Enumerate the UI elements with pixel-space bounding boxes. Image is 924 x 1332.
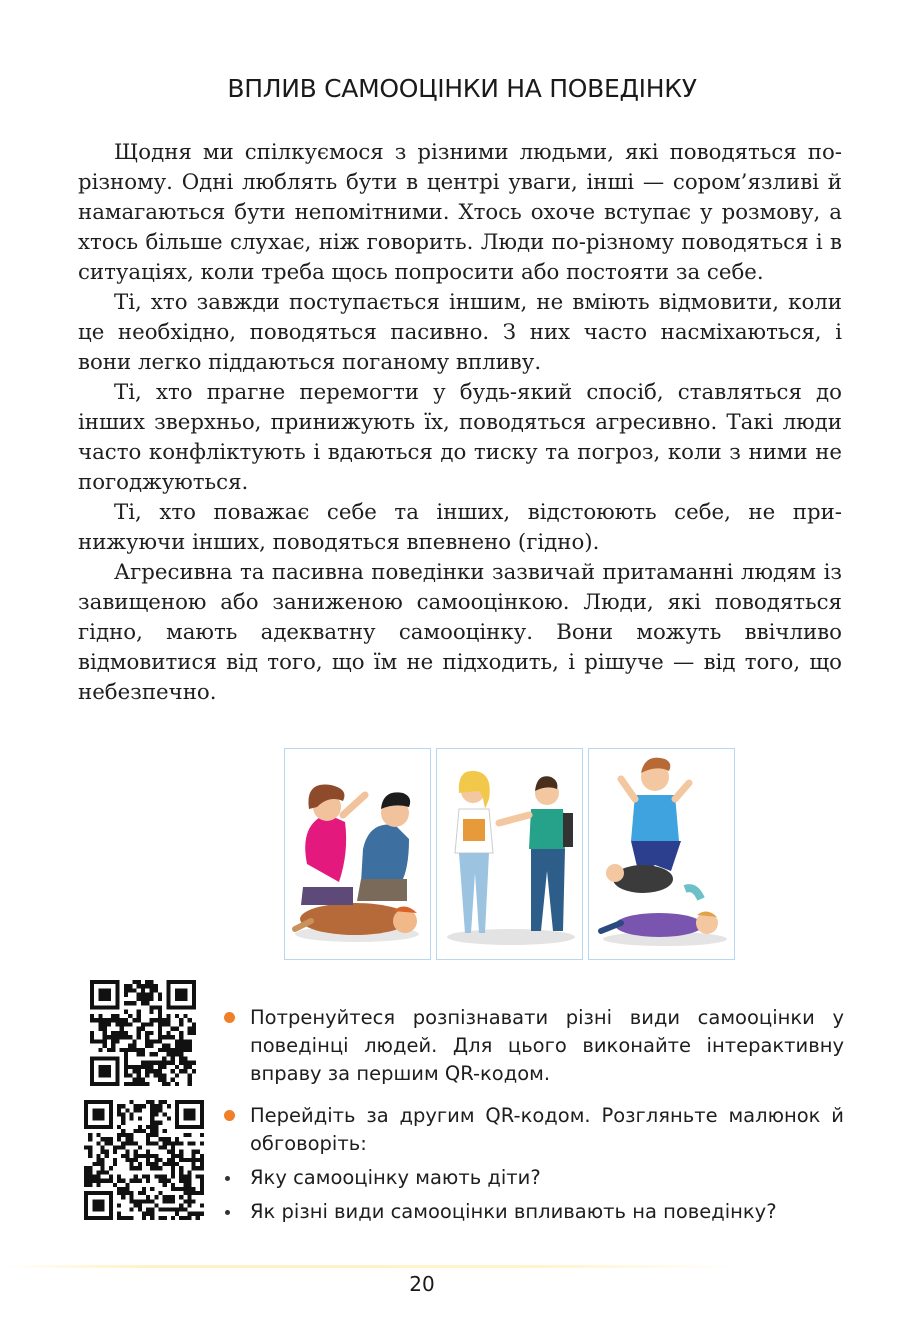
paragraph-5: Агресивна та пасивна поведінки зазвичай притаманні людям із завищеною або заниженою самооцінкою. Люди, які поводяться гідно, мають адекватну самооцінку. Вони можуть ввічливо відмовитися від того, що їм не підходить, і рішуче — від того, що небезпечно. [78, 560, 842, 705]
page-title: ВПЛИВ САМООЦІНКИ НА ПОВЕДІНКУ [227, 74, 697, 103]
illustration-aggressive [284, 748, 431, 960]
qr-code-1-icon[interactable] [90, 980, 196, 1086]
paragraph-3: Ті, хто прагне перемогти у будь-який спосіб, ставляться до інших зверхньо, принижують їх, поводяться агресивно. Такі люди часто конфліктують і вдаються до тиску та погроз, коли з ними не погоджуються. [78, 380, 842, 495]
question-2-text: Як різні види самооцінки впливають на поведінку? [250, 1200, 777, 1223]
task-1 [222, 1004, 844, 1088]
qr-code-2-icon[interactable] [84, 1100, 204, 1220]
page-number: 20 [409, 1272, 435, 1296]
main-text [78, 138, 842, 708]
footer-divider [0, 1265, 740, 1268]
orange-bullet-icon [224, 1012, 235, 1023]
illustration-confident [436, 748, 583, 960]
illustration-passive [588, 748, 735, 960]
task-2-text: Перейдіть за другим QR-кодом. Розгляньте малюнок й обговоріть: [250, 1104, 844, 1155]
task-2 [222, 1102, 844, 1226]
question-item [222, 1164, 844, 1192]
question-1-text: Яку самооцінку мають діти? [250, 1166, 541, 1189]
task-1-text: Потренуйтеся розпізнавати різні види самооцінки у поведінці людей. Для цього виконайте інтерактивну вправу за першим QR-кодом. [250, 1006, 844, 1085]
bullet-icon [225, 1210, 230, 1215]
paragraph-1: Щодня ми спілкуємося з різними людьми, які поводяться по-різному. Одні люблять бути в центрі уваги, інші — сором’язливі й намагаються бути непомітними. Хтось охоче вступає у розмову, а хтось більше слухає, ніж говорить. Люди по-різному поводяться і в ситуаціях, коли треба щось попросити або постояти за себе. [78, 140, 842, 285]
question-item [222, 1198, 844, 1226]
paragraph-2: Ті, хто завжди поступається іншим, не вміють відмовити, коли це необхідно, поводяться пасивно. З них часто насміхаються, і вони легко піддаються поганому впливу. [78, 290, 842, 375]
orange-bullet-icon [224, 1110, 235, 1121]
paragraph-4: Ті, хто поважає себе та інших, відстоюють себе, не принижуючи інших, поводяться впевнено (гідно). [78, 500, 842, 555]
bullet-icon [225, 1176, 230, 1181]
